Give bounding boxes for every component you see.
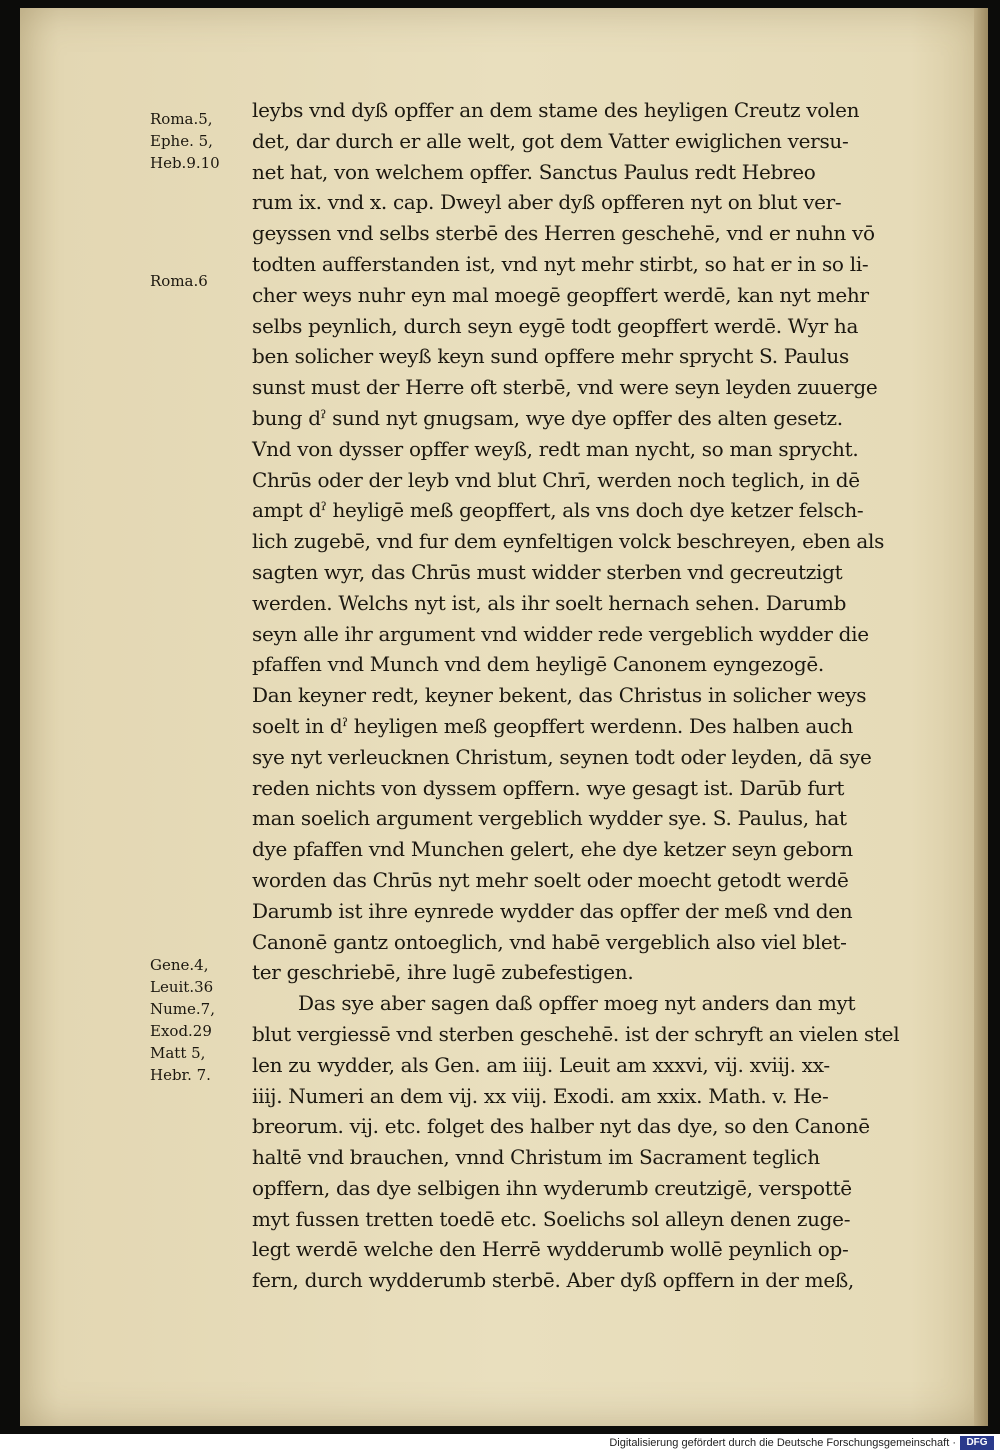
margin-note: Leuit.36 [150,978,214,996]
text-line: blut vergiessē vnd sterben geschehē. ist der schryft an vielen stel [252,1021,900,1046]
text-line: cher weys nuhr eyn mal moegē geopffert werdē, kan nyt mehr [252,282,869,307]
page-edge [974,8,988,1426]
funding-credit: Digitalisierung gefördert durch die Deutsche Forschungsgemeinschaft · [609,1437,956,1449]
text-line: selbs peynlich, durch seyn eygē todt geopffert werdē. Wyr ha [252,313,859,338]
text-line: ampt dˀ heyligē meß geopffert, als vns doch dye ketzer felsch- [252,498,864,523]
text-line: bung dˀ sund nyt gnugsam, wye dye opffer des alten gesetz. [252,405,843,430]
text-line: man soelich argument vergeblich wydder sye. S. Paulus, hat [252,806,847,831]
text-line: lich zugebē, vnd fur dem eynfeltigen volck beschreyen, eben als [252,529,885,554]
text-line: ter geschriebē, ihre lugē zubefestigen. [252,960,634,985]
text-line: geyssen vnd selbs sterbē des Herren geschehē, vnd er nuhn vō [252,221,875,246]
margin-note: Roma.6 [150,272,208,290]
text-line: net hat, von welchem opffer. Sanctus Paulus redt Hebreo [252,159,816,184]
text-line: haltē vnd brauchen, vnnd Christum im Sacrament teglich [252,1145,820,1170]
text-line: Chrūs oder der leyb vnd blut Chrī, werden noch teglich, in dē [252,467,860,492]
text-line: sunst must der Herre oft sterbē, vnd were seyn leyden zuuerge [252,375,878,400]
text-line: Darumb ist ihre eynrede wydder das opffer der meß vnd den [252,898,853,923]
text-line: len zu wydder, als Gen. am iiij. Leuit am xxxvi, vij. xviij. xx- [252,1052,830,1077]
margin-note: Heb.9.10 [150,154,220,172]
margin-note: Roma.5, [150,110,213,128]
text-line: soelt in dˀ heyligen meß geopffert werdenn. Des halben auch [252,713,854,738]
margin-notes-bottom [150,954,260,1086]
text-line: ben solicher weyß keyn sund opffere mehr sprycht S. Paulus [252,344,849,369]
text-line: iiij. Numeri an dem vij. xx viij. Exodi. am xxix. Math. v. He- [252,1083,829,1108]
dfg-logo: DFG [960,1436,994,1450]
text-line: todten aufferstanden ist, vnd nyt mehr stirbt, so hat er in so li- [252,251,869,276]
text-line: Canonē gantz ontoeglich, vnd habē vergeblich also viel blet- [252,929,847,954]
text-line: sagten wyr, das Chrūs must widder sterben vnd gecreutzigt [252,559,843,584]
margin-note: Ephe. 5, [150,132,213,150]
text-line: pfaffen vnd Munch vnd dem heyligē Canonem eyngezogē. [252,652,824,677]
text-line: fern, durch wydderumb sterbē. Aber dyß opffern in der meß, [252,1268,854,1293]
text-line: Das sye aber sagen daß opffer moeg nyt anders dan myt [298,991,856,1016]
text-line: det, dar durch er alle welt, got dem Vatter ewiglichen versu- [252,128,849,153]
margin-notes-top [150,108,260,174]
text-line: werden. Welchs nyt ist, als ihr soelt hernach sehen. Darumb [252,590,847,615]
text-line: Vnd von dysser opffer weyß, redt man nycht, so man sprycht. [252,436,859,461]
text-line: opffern, das dye selbigen ihn wyderumb creutzigē, verspottē [252,1175,852,1200]
text-line: seyn alle ihr argument vnd widder rede vergeblich wydder die [252,621,869,646]
text-line: breorum. vij. etc. folget des halber nyt das dye, so den Canonē [252,1114,870,1139]
footer-bar [0,1434,1000,1452]
text-line: myt fussen tretten toedē etc. Soelichs sol alleyn denen zuge- [252,1206,851,1231]
text-line: dye pfaffen vnd Munchen gelert, ehe dye ketzer seyn geborn [252,837,853,862]
text-line: rum ix. vnd x. cap. Dweyl aber dyß opfferen nyt on blut ver- [252,190,842,215]
text-line: reden nichts von dyssem opffern. wye gesagt ist. Darūb furt [252,775,845,800]
margin-note: Hebr. 7. [150,1066,211,1084]
margin-note: Exod.29 [150,1022,212,1040]
text-line: legt werdē welche den Herrē wydderumb wollē peynlich op- [252,1237,849,1262]
margin-note: Matt 5, [150,1044,206,1062]
margin-note: Nume.7, [150,1000,215,1018]
text-line: worden das Chrūs nyt mehr soelt oder moecht getodt werdē [252,867,849,892]
margin-note: Gene.4, [150,956,209,974]
text-line: Dan keyner redt, keyner bekent, das Christus in solicher weys [252,683,867,708]
margin-notes-mid [150,270,260,292]
text-line: leybs vnd dyß opffer an dem stame des heyligen Creutz volen [252,98,860,122]
text-line: sye nyt verleucknen Christum, seynen todt oder leyden, dā sye [252,744,872,769]
body-text [252,95,952,1296]
